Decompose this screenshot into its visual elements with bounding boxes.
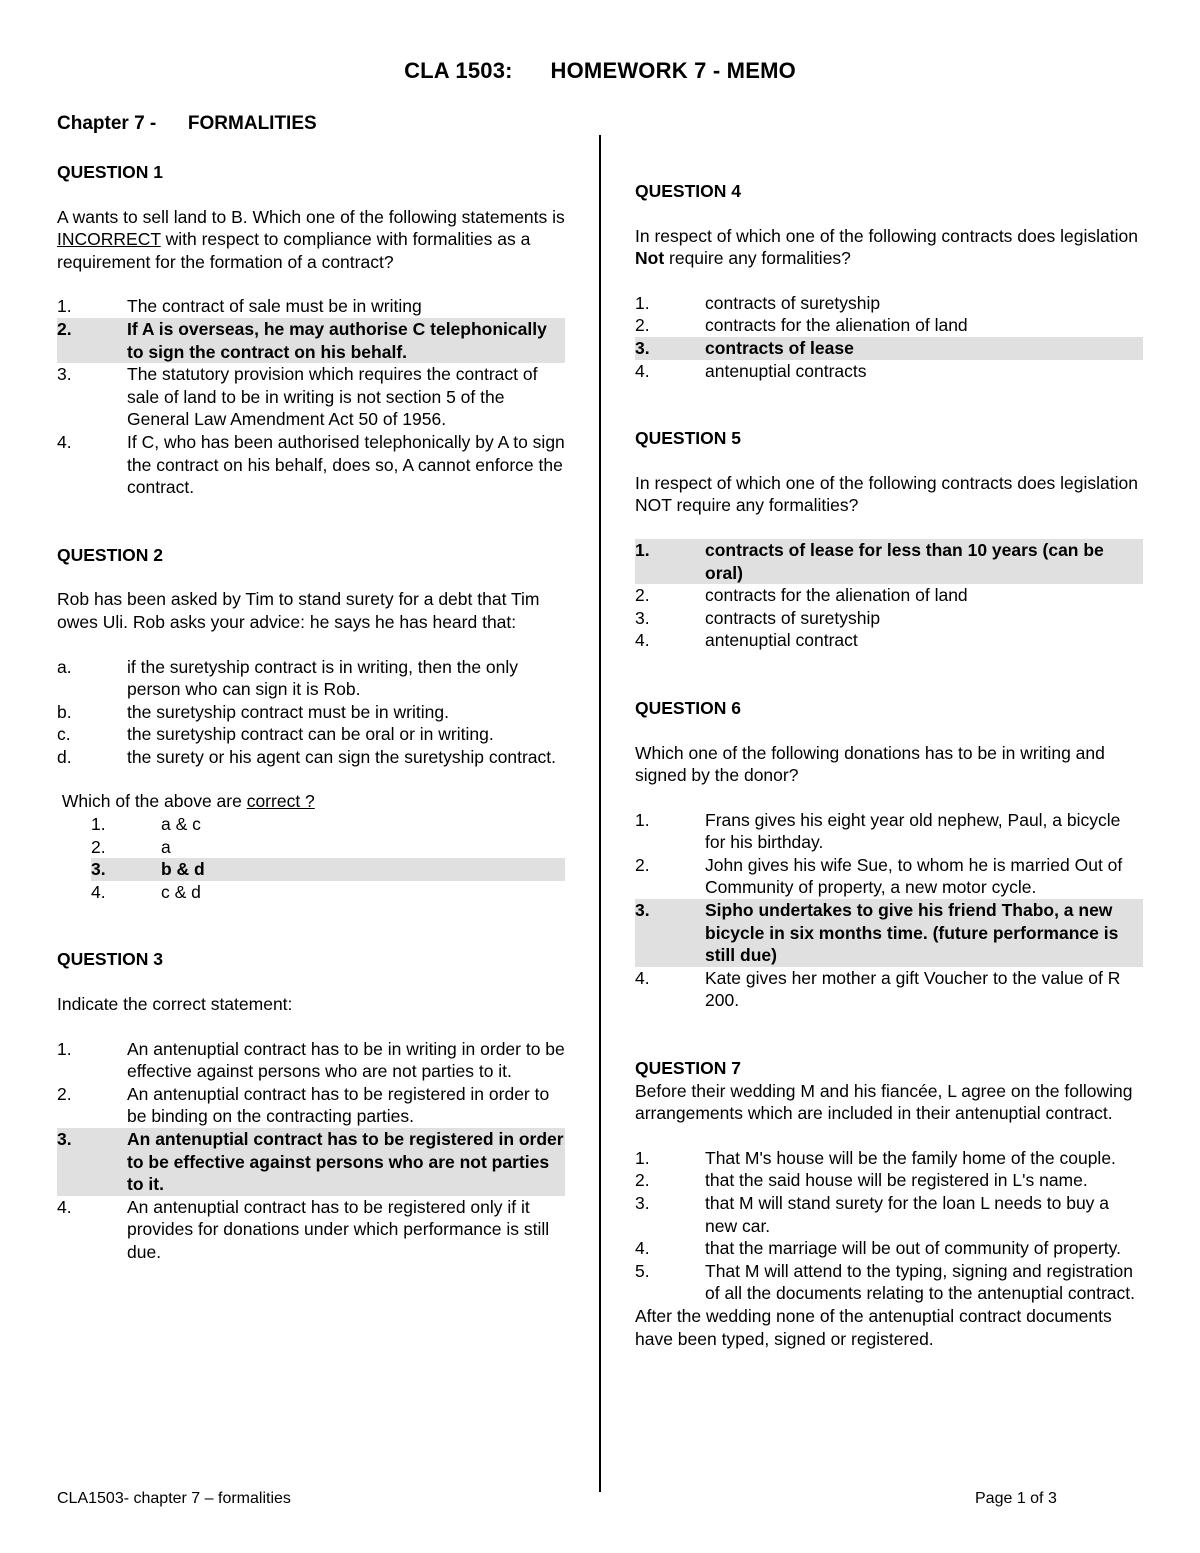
option xyxy=(57,295,565,318)
question-prompt xyxy=(57,790,565,813)
question-title: QUESTION 1 xyxy=(57,162,163,182)
stem-underlined: INCORRECT xyxy=(57,229,161,250)
options-list xyxy=(635,539,1143,652)
question-stem: In respect of which one of the following contracts does legislation NOT require any formalities? xyxy=(635,472,1138,516)
option-correct xyxy=(635,899,1143,967)
option-number: 1. xyxy=(57,296,72,317)
option-number: 4. xyxy=(635,630,650,651)
question-stem: Which one of the following donations has to be in writing and signed by the donor? xyxy=(635,742,1105,786)
option xyxy=(635,967,1143,1012)
option xyxy=(57,1038,565,1083)
option-text: That M's house will be the family home of the couple. xyxy=(705,1147,1116,1168)
statement-letter: d. xyxy=(57,746,72,767)
option-text: contracts of suretyship xyxy=(705,292,881,313)
option xyxy=(635,292,1143,315)
option-text: antenuptial contracts xyxy=(705,360,867,381)
option-number: 3. xyxy=(57,364,72,385)
footer-page-number: Page 1 of 3 xyxy=(975,1490,1057,1507)
option xyxy=(635,584,1143,607)
option-number: 4. xyxy=(91,881,106,902)
statement xyxy=(57,723,565,746)
option-number: 2. xyxy=(91,836,106,857)
option-correct xyxy=(635,539,1143,584)
option-number: 2. xyxy=(57,318,72,339)
statement-letter: c. xyxy=(57,724,71,745)
option-text: If C, who has been authorised telephonically by A to sign the contract on his behalf, does so, A cannot enforce the contract. xyxy=(127,431,565,498)
option xyxy=(635,607,1143,630)
statement-text: the surety or his agent can sign the suretyship contract. xyxy=(127,746,556,767)
statement-text: the suretyship contract must be in writing. xyxy=(127,701,449,722)
statement xyxy=(57,701,565,724)
option-number: 2. xyxy=(635,854,650,875)
option xyxy=(635,360,1143,383)
option-number: 3. xyxy=(635,337,650,358)
option-number: 2. xyxy=(635,585,650,606)
option-text: a xyxy=(161,836,171,857)
option-text: c & d xyxy=(161,881,201,902)
option-number: 4. xyxy=(635,1238,650,1259)
option-text: An antenuptial contract has to be registered in order to be effective against persons who are not parties to it. xyxy=(127,1129,564,1195)
stem-bold: Not xyxy=(635,248,665,269)
option-correct xyxy=(57,1128,565,1196)
prompt-underlined: correct ? xyxy=(246,791,315,812)
question-title: QUESTION 4 xyxy=(635,181,741,201)
option xyxy=(57,1083,565,1128)
column-divider xyxy=(599,135,601,1492)
options-list xyxy=(635,292,1143,382)
option-number: 4. xyxy=(635,360,650,381)
question-stem xyxy=(635,225,1143,270)
footer-course-label: CLA1503- chapter 7 – formalities xyxy=(57,1490,291,1507)
statement-text: if the suretyship contract is in writing, then the only person who can sign it is Rob. xyxy=(127,656,519,700)
statement xyxy=(57,746,565,769)
options-list xyxy=(635,809,1143,1012)
question-stem: Rob has been asked by Tim to stand surety for a debt that Tim owes Uli. Rob asks your advice: he says he has heard that: xyxy=(57,589,540,632)
options-list xyxy=(57,813,565,903)
option-text: contracts for the alienation of land xyxy=(705,585,968,606)
option xyxy=(635,314,1143,337)
option-correct xyxy=(91,858,565,881)
option-text: contracts of lease for less than 10 years (can be oral) xyxy=(705,539,1104,583)
option-text: Frans gives his eight year old nephew, Paul, a bicycle for his birthday. xyxy=(705,809,1121,853)
statement-text: the suretyship contract can be oral or in writing. xyxy=(127,724,494,745)
option-number: 1. xyxy=(635,809,650,830)
option xyxy=(635,854,1143,899)
option xyxy=(91,836,565,859)
right-column xyxy=(635,180,1143,1350)
option xyxy=(57,431,565,499)
option xyxy=(635,1147,1143,1170)
option xyxy=(635,629,1143,652)
option-text: b & d xyxy=(161,859,205,880)
question-7 xyxy=(635,1057,1143,1350)
question-3 xyxy=(57,948,565,1263)
option xyxy=(57,1196,565,1264)
option-text: An antenuptial contract has to be registered in order to be binding on the contracting parties. xyxy=(127,1083,550,1127)
question-followup: After the wedding none of the antenuptial contract documents have been typed, signed or registered. xyxy=(635,1305,1112,1349)
prompt-text: Which of the above are xyxy=(57,791,247,812)
option xyxy=(635,1169,1143,1192)
question-1 xyxy=(57,161,565,499)
option-text: An antenuptial contract has to be registered only if it provides for donations under which performance is still due. xyxy=(127,1196,550,1262)
options-list xyxy=(57,1038,565,1264)
option-text: An antenuptial contract has to be in writing in order to be effective against persons who are not parties to it. xyxy=(127,1038,565,1082)
stem-text: In respect of which one of the following contracts does legislation xyxy=(635,225,1138,246)
option-number: 4. xyxy=(57,431,72,452)
option-number: 1. xyxy=(91,814,106,835)
option-number: 4. xyxy=(57,1196,72,1217)
statements-list xyxy=(57,656,565,769)
option-text: contracts of suretyship xyxy=(705,607,881,628)
option xyxy=(635,809,1143,854)
option-text: If A is overseas, he may authorise C telephonically to sign the contract on his behalf. xyxy=(127,318,547,362)
option-number: 1. xyxy=(57,1038,72,1059)
option-text: that the said house will be registered in L's name. xyxy=(705,1170,1088,1191)
option xyxy=(635,1192,1143,1237)
question-stem: Before their wedding M and his fiancée, L agree on the following arrangements which are included in their antenuptial contract. xyxy=(635,1080,1133,1124)
option-number: 3. xyxy=(91,859,106,880)
option-number: 1. xyxy=(635,1147,650,1168)
option-text: antenuptial contract xyxy=(705,630,858,651)
question-title: QUESTION 7 xyxy=(635,1058,741,1079)
option-text: That M will attend to the typing, signing and registration of all the documents relating to the antenuptial contract. xyxy=(705,1260,1135,1304)
question-6 xyxy=(635,697,1143,1012)
stem-text: A wants to sell land to B. Which one of the following statements is xyxy=(57,206,565,227)
statement xyxy=(57,656,565,701)
option xyxy=(635,1237,1143,1260)
question-title: QUESTION 6 xyxy=(635,697,741,718)
option xyxy=(91,881,565,904)
statement-letter: b. xyxy=(57,701,72,722)
option-text: The contract of sale must be in writing xyxy=(127,296,422,317)
option-text: contracts of lease xyxy=(705,337,854,358)
option-number: 5. xyxy=(635,1260,650,1281)
statement-letter: a. xyxy=(57,656,72,677)
question-stem: Indicate the correct statement: xyxy=(57,994,293,1015)
option-number: 2. xyxy=(57,1083,72,1104)
option-text: that the marriage will be out of community of property. xyxy=(705,1238,1121,1259)
option-text: The statutory provision which requires the contract of sale of land to be in writing is not section 5 of the General Law Amendment Act 50 of 1956. xyxy=(127,364,538,430)
option-number: 3. xyxy=(635,900,650,921)
question-title: QUESTION 3 xyxy=(57,949,163,970)
question-4 xyxy=(635,180,1143,382)
options-list xyxy=(635,1147,1143,1305)
option xyxy=(57,363,565,431)
option-correct xyxy=(635,337,1143,360)
option-number: 3. xyxy=(57,1129,72,1149)
page-title: CLA 1503: HOMEWORK 7 - MEMO xyxy=(404,58,796,83)
question-stem xyxy=(57,206,565,274)
option-number: 4. xyxy=(635,967,650,988)
option-text: contracts for the alienation of land xyxy=(705,315,968,336)
question-title: QUESTION 2 xyxy=(57,544,163,565)
option-number: 3. xyxy=(635,1193,650,1213)
option-number: 2. xyxy=(635,315,650,336)
option xyxy=(635,1260,1143,1305)
option-text: Sipho undertakes to give his friend Thabo, a new bicycle in six months time. (future performance is still due) xyxy=(705,900,1119,966)
option-number: 1. xyxy=(635,539,650,560)
option-text: John gives his wife Sue, to whom he is married Out of Community of property, a new motor cycle. xyxy=(705,854,1123,898)
stem-text: require any formalities? xyxy=(664,248,851,269)
option-text: a & c xyxy=(161,814,201,835)
chapter-heading: Chapter 7 - FORMALITIES xyxy=(57,113,317,134)
option-text: that M will stand surety for the loan L needs to buy a new car. xyxy=(705,1193,1110,1236)
option xyxy=(91,813,565,836)
option-number: 3. xyxy=(635,607,650,628)
options-list xyxy=(57,295,565,498)
question-2 xyxy=(57,544,565,904)
option-number: 2. xyxy=(635,1170,650,1191)
question-5 xyxy=(635,427,1143,652)
option-number: 1. xyxy=(635,292,650,313)
option-correct xyxy=(57,318,565,363)
question-title: QUESTION 5 xyxy=(635,428,741,449)
stem-text: with respect to compliance with formalities as a requirement for the formation of a contract? xyxy=(57,229,531,272)
option-text: Kate gives her mother a gift Voucher to the value of R 200. xyxy=(705,967,1121,1011)
left-column xyxy=(57,161,565,1264)
